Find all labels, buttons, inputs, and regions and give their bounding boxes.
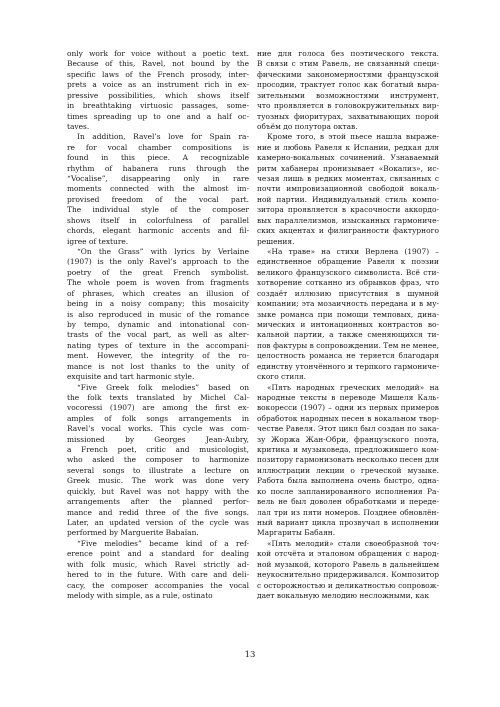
text-line: amples of folk songs arrangements in xyxy=(67,413,249,423)
text-line: ского стиля. xyxy=(257,372,307,382)
text-line: целостность романса не теряется благодаря xyxy=(257,351,439,361)
text-line: performed by Marguerite Babaïan. xyxy=(67,528,199,538)
text-line: by tempo, dynamic and intonational con- xyxy=(67,319,249,329)
text-line: народные тексты в переводе Мишеля Каль- xyxy=(257,392,439,402)
text-line: prets a voice as an instrument rich in ex- xyxy=(67,80,249,90)
text-line: mance and redid three of the five songs. xyxy=(67,507,249,517)
text-line: several songs to illustrate a lecture on xyxy=(67,465,249,475)
text-line: что проявляется в головокружительных вир- xyxy=(257,101,439,111)
text-line: cacy, the composer accompanies the vocal xyxy=(67,580,249,590)
text-line: only work for voice without a poetic text. xyxy=(67,49,249,58)
text-line: Later, an updated version of the cycle was xyxy=(67,517,249,527)
english-text-column xyxy=(67,49,249,601)
text-line: зитора проявляется в красочности аккордо- xyxy=(257,205,439,215)
text-line: melody with simple, as a rule, ostinato xyxy=(67,590,213,600)
text-line: создаёт иллюзию присутствия в шумной xyxy=(257,288,439,298)
text-line: being in a noisy company; this mosaicity xyxy=(67,299,249,309)
text-line: с осторожностью и деликатностью сопровож- xyxy=(257,580,439,590)
text-line: the folk texts translated by Michel Cal- xyxy=(67,392,249,402)
text-line: hered to in the future. With care and deli- xyxy=(67,570,249,580)
text-line: of phrases, which creates an illusion of xyxy=(67,288,249,298)
text-line: ко после запланированного исполнения Ра- xyxy=(257,486,439,496)
text-line: rhythm of habanera runs through the xyxy=(67,163,249,173)
text-line: просодии, трактует голос как богатый выра- xyxy=(257,80,439,90)
text-line: a French poet, critic and musicologist, xyxy=(67,445,249,455)
text-line: “Five Greek folk melodies” based on xyxy=(77,382,249,392)
text-line: кальной партии, а также сменяющихся ти- xyxy=(257,330,439,340)
text-line: неукоснительно придерживался. Композитор xyxy=(257,570,439,580)
text-line: фическими закономерностями французской xyxy=(257,69,439,79)
text-line: хотворение сотканно из обрывков фраз, что xyxy=(257,278,439,288)
text-line: exquisite and tart harmonic style. xyxy=(67,372,195,382)
text-line: chords, elegant harmonic accents and fil- xyxy=(67,226,249,236)
text-line: зыке романса при помощи темповых, дина- xyxy=(257,309,439,319)
text-line: камерно-вокальных сочинений. Узнаваемый xyxy=(257,153,439,163)
text-line: «Пять народных греческих мелодий» на xyxy=(267,382,439,392)
text-line: vocoressi (1907) are among the first ex- xyxy=(67,403,249,413)
text-line: Кроме того, в этой пьесе нашла выраже- xyxy=(267,132,439,142)
text-line: вокоресси (1907) – одни из первых примеров xyxy=(257,403,439,413)
text-line: вель не был доволен обработками и переде- xyxy=(257,497,439,507)
text-line: The whole poem is woven from fragments xyxy=(67,278,249,288)
text-line: quickly, but Ravel was not happy with the xyxy=(67,486,249,496)
text-line: ние для голоса без поэтического текста. xyxy=(257,49,439,58)
page-number: 13 xyxy=(244,650,256,660)
text-line: The individual style of the composer xyxy=(67,205,249,215)
text-line: ритм хабанеры пронизывает «Вокализ», ис- xyxy=(257,163,439,173)
text-line: «На траве» на стихи Верлена (1907) – xyxy=(267,247,439,257)
text-line: provised freedom of the vocal part. xyxy=(67,194,249,204)
text-line: igree of texture. xyxy=(67,236,129,246)
text-line: poetry of the great French symbolist. xyxy=(67,267,249,277)
text-line: ских акцентах и филигранности фактурного xyxy=(257,226,439,236)
text-line: moments connected with the almost im- xyxy=(67,184,249,194)
text-line: in breathtaking virtuosic passages, some- xyxy=(67,101,249,111)
text-line: “On the Grass” with lyrics by Verlaine xyxy=(77,247,249,257)
text-line: erence point and a standard for dealing xyxy=(67,549,249,559)
text-line: великого французского символиста. Всё сти- xyxy=(257,267,439,277)
text-line: pressive possibilities, which shows itself xyxy=(67,90,249,100)
text-line: shows itself in colorfulness of parallel xyxy=(67,215,249,225)
text-line: trasts of the vocal part, as well as alter- xyxy=(67,330,249,340)
text-line: found in this piece. A recognizable xyxy=(67,153,249,163)
text-line: Маргариты Бабаян. xyxy=(257,528,336,538)
russian-text-column xyxy=(257,49,439,601)
text-line: единству утончённого и терпкого гармониче- xyxy=(257,361,439,371)
text-line: объём до полутора октав. xyxy=(257,121,358,131)
text-line: with folk music, which Ravel strictly ad- xyxy=(67,559,249,569)
text-line: зительными возможностями инструмент, xyxy=(257,90,439,100)
text-line: ние и любовь Равеля к Испании, редкая для xyxy=(257,142,439,152)
text-line: (1907) is the only Ravel’s approach to the xyxy=(67,257,249,267)
text-line: вых параллелизмов, изысканных гармониче- xyxy=(257,215,439,225)
text-line: решения. xyxy=(257,236,295,246)
text-line: честве Равеля. Этот цикл был создан по зака- xyxy=(257,424,439,434)
text-line: missioned by Georges Jean-Aubry, xyxy=(67,434,249,444)
text-line: пов фактуры в сопровождении. Тем не менее, xyxy=(257,340,439,350)
text-line: почти импровизационной свободой вокаль- xyxy=(257,184,439,194)
text-line: чезая лишь в редких моментах, связанных с xyxy=(257,174,439,184)
text-line: дает вокальную мелодию несложными, как xyxy=(257,590,429,600)
text-line: “Vocalise”, disappearing only in rare xyxy=(67,174,249,184)
text-line: Работа была выполнена очень быстро, одна- xyxy=(257,476,439,486)
text-line: who asked the composer to harmonize xyxy=(67,455,249,465)
text-line: иллюстрации лекции о греческой музыке. xyxy=(257,465,439,475)
text-line: is also reproduced in music of the romance xyxy=(67,309,249,319)
text-line: Greek music. The work was done very xyxy=(67,476,249,486)
text-line: specific laws of the French prosody, inter- xyxy=(67,69,249,79)
text-line: туозных фиоритурах, захватывающих порой xyxy=(257,111,439,121)
text-line: taves. xyxy=(67,121,90,131)
text-line: ной музыкой, которого Равель в дальнейшем xyxy=(257,559,439,569)
text-line: Ravel’s vocal works. This cycle was com- xyxy=(67,424,249,434)
text-line: arrangements after the planned perfor- xyxy=(67,497,249,507)
text-line: re for vocal chamber compositions is xyxy=(67,142,249,152)
text-line: критика и музыковеда, предложившего ком- xyxy=(257,445,439,455)
right-paragraph xyxy=(257,49,439,601)
text-line: ment. However, the integrity of the ro- xyxy=(67,351,249,361)
text-line: ный вариант цикла прозвучал в исполнении xyxy=(257,517,439,527)
text-line: “Five melodies” became kind of a ref- xyxy=(77,538,249,548)
text-line: times spreading up to one and a half oc- xyxy=(67,111,249,121)
text-line: кой отсчёта и эталоном обращения с народ- xyxy=(257,549,439,559)
text-line: «Пять мелодий» стали своеобразной точ- xyxy=(267,538,439,548)
text-line: мических и интонационных контрастов во- xyxy=(257,319,439,329)
text-line: Because of this, Ravel, not bound by the xyxy=(67,59,249,69)
text-line: компании; эта мозаичность передана и в му- xyxy=(257,299,439,309)
text-line: позитору гармонизовать несколько песен для xyxy=(257,455,439,465)
text-line: ной партии. Индивидуальный стиль компо- xyxy=(257,194,439,204)
text-line: лал три из пяти номеров. Позднее обновлён- xyxy=(257,507,439,517)
text-line: In addition, Ravel’s love for Spain ra- xyxy=(77,132,249,142)
left-paragraph xyxy=(67,49,249,601)
text-line: mance is not lost thanks to the unity of xyxy=(67,361,249,371)
text-line: В связи с этим Равель, не связанный специ- xyxy=(257,59,439,69)
text-line: nating types of texture in the accompani- xyxy=(67,340,249,350)
text-line: обработок народных песен в вокальном твор- xyxy=(257,413,439,423)
text-line: единственное обращение Равеля к поэзии xyxy=(257,257,439,267)
text-line: зу Жоржа Жан-Обри, французского поэта, xyxy=(257,434,439,444)
